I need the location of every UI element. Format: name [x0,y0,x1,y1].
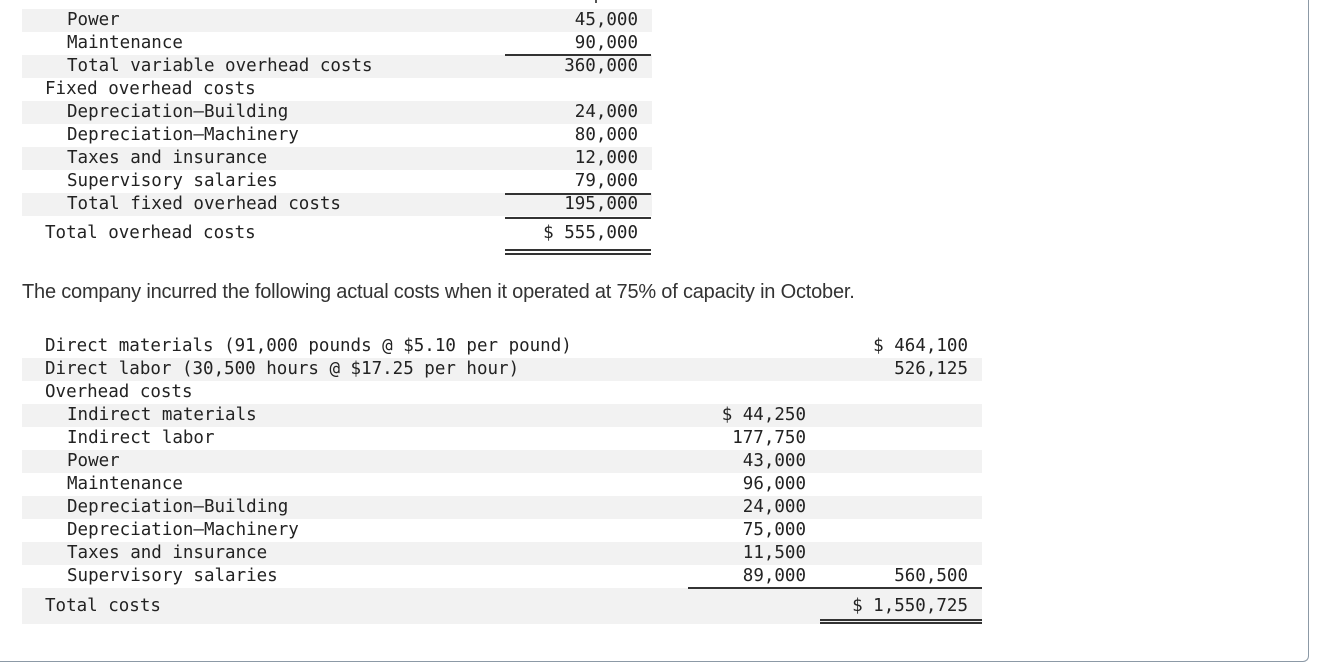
row-label: Total variable overhead costs [67,56,373,76]
table-row [22,9,652,32]
table-row [22,32,652,55]
table-row [22,427,982,450]
table-row [22,404,982,427]
row-label: Depreciation–Machinery [67,125,299,145]
subtotal-underline [505,193,651,195]
table-row [22,124,652,147]
row-label: Direct materials (91,000 pounds @ $5.10 per pound) [45,336,572,356]
row-label: Total fixed overhead costs [67,194,341,214]
row-amount-detail: 89,000 [742,566,806,586]
row-amount-detail: $ 44,250 [721,405,806,425]
total-double-underline [505,249,651,251]
detail-underline [688,587,820,589]
subtotal-underline [505,217,651,219]
table-row [22,170,652,193]
row-label: Total overhead costs [45,223,256,243]
row-amount: 12,000 [574,148,638,168]
table-row [22,450,982,473]
row-amount: 90,000 [574,33,638,53]
table-row [22,55,652,78]
row-amount: 79,000 [574,171,638,191]
row-label: Taxes and insurance [67,543,268,563]
row-label: Depreciation–Building [67,102,289,122]
row-amount-total: 526,125 [894,359,968,379]
table-row [22,78,652,101]
row-amount: 45,000 [574,10,638,30]
row-label: Depreciation–Building [67,497,289,517]
total-double-underline [820,622,982,624]
table-row [22,147,652,170]
intro-paragraph: The company incurred the following actual costs when it operated at 75% of capacity in October. [22,281,855,303]
row-label: Fixed overhead costs [45,79,256,99]
cutoff-mark [595,0,597,3]
row-label: Power [67,451,120,471]
row-amount-detail: 75,000 [742,520,806,540]
subtotal-underline [505,54,651,56]
row-label: Power [67,10,120,30]
row-amount-detail: 96,000 [742,474,806,494]
row-amount-total: $ 464,100 [873,336,968,356]
table-row [22,381,982,404]
row-label: Taxes and insurance [67,148,268,168]
table-row [22,358,982,381]
row-amount-detail: 24,000 [742,497,806,517]
row-label: Maintenance [67,33,183,53]
actual-costs-table [22,335,982,624]
table-row [22,496,982,519]
table-row [22,565,982,588]
row-amount-detail: 177,750 [732,428,806,448]
row-amount: 80,000 [574,125,638,145]
table-row [22,473,982,496]
row-label: Maintenance [67,474,183,494]
row-amount: 360,000 [564,56,638,76]
table-row [22,335,982,358]
table-row [22,193,652,216]
total-double-underline [505,253,651,255]
row-amount-detail: 43,000 [742,451,806,471]
row-amount: 24,000 [574,102,638,122]
row-label: Total costs [45,596,161,616]
table-row [22,216,652,250]
table-row [22,542,982,565]
row-amount-detail: 11,500 [742,543,806,563]
table-row [22,519,982,542]
table-row [22,101,652,124]
row-label: Indirect materials [67,405,257,425]
row-label: Supervisory salaries [67,171,278,191]
budget-table [22,9,652,250]
row-amount-total: $ 1,550,725 [852,596,968,616]
total-double-underline [820,619,982,621]
row-amount: $ 555,000 [543,223,638,243]
row-label: Indirect labor [67,428,215,448]
row-label: Direct labor (30,500 hours @ $17.25 per hour) [45,359,520,379]
row-amount-total: 560,500 [894,566,968,586]
row-label: Overhead costs [45,382,193,402]
row-label: Supervisory salaries [67,566,278,586]
row-amount: 195,000 [564,194,638,214]
row-label: Depreciation–Machinery [67,520,299,540]
subtotal-underline [820,587,982,589]
